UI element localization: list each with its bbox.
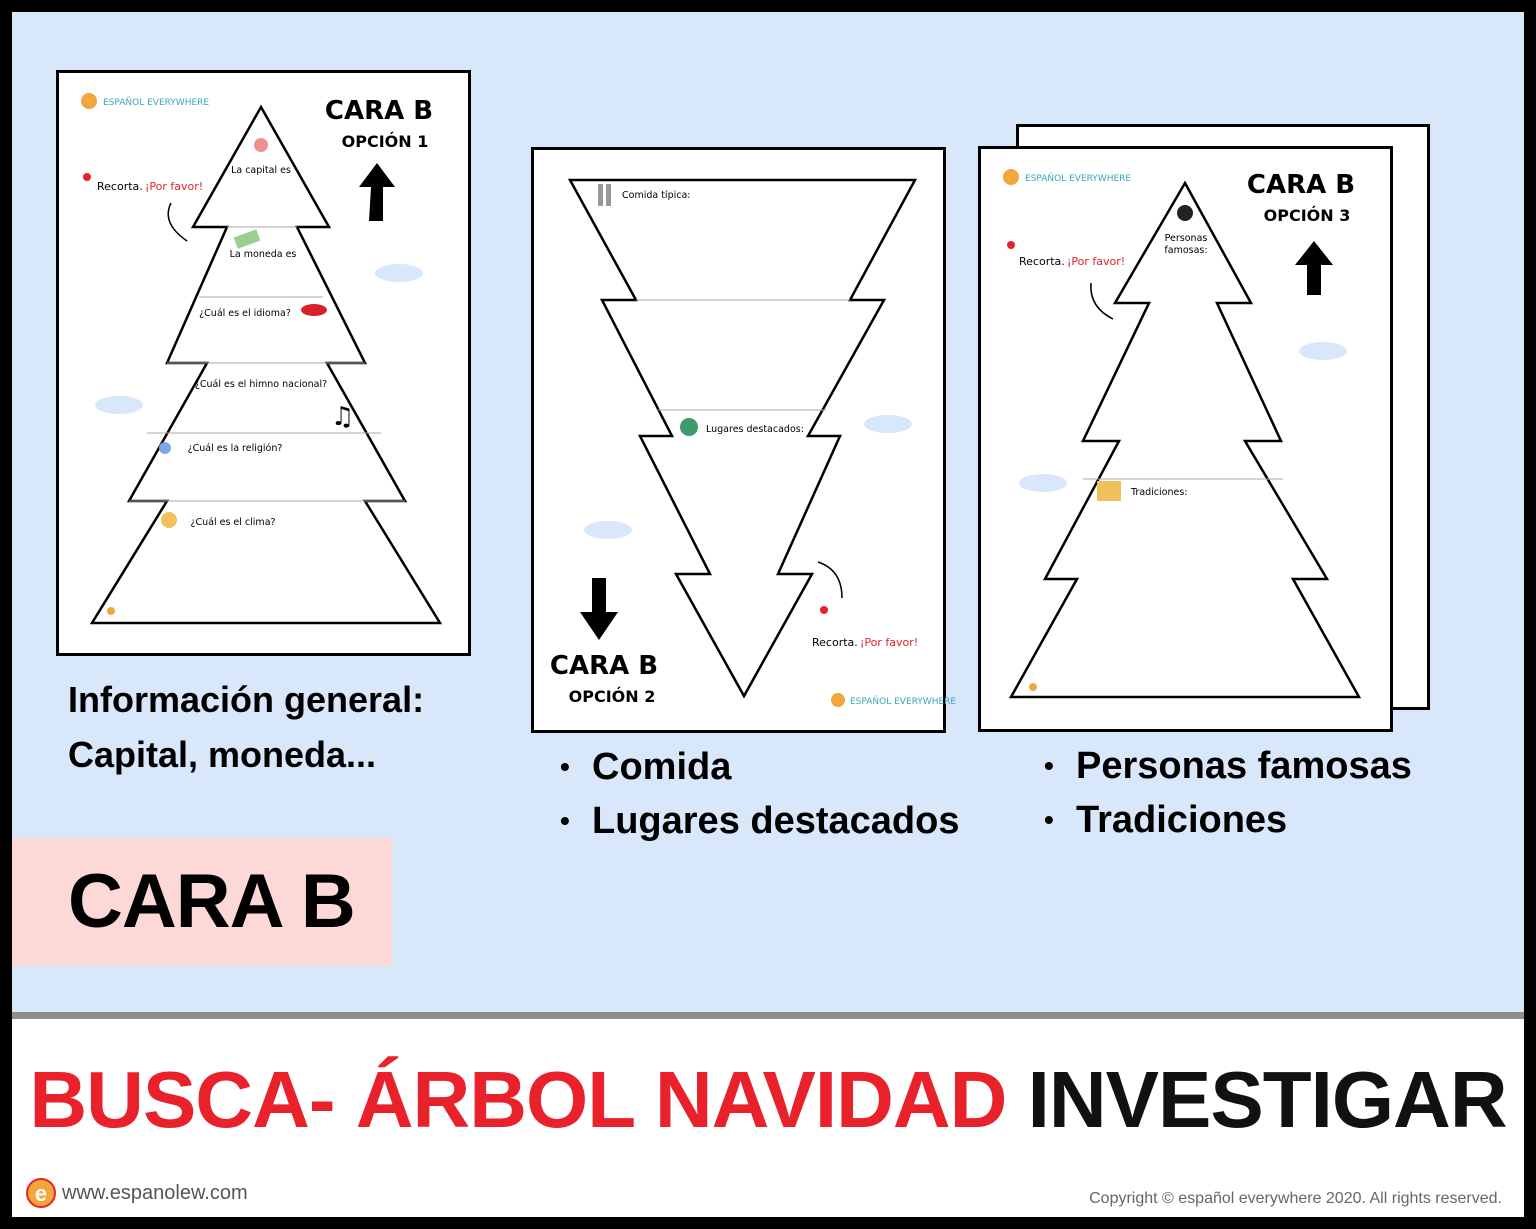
sheet-brand: ESPAÑOL EVERYWHERE bbox=[850, 697, 957, 707]
bullet-item: • Personas famosas bbox=[1044, 739, 1412, 793]
cut-note: Recorta. bbox=[812, 636, 858, 649]
bullet-item: • Comida bbox=[560, 740, 959, 794]
bullet-item: • Lugares destacados bbox=[560, 794, 959, 848]
tree-option-2 bbox=[534, 150, 957, 730]
sheet-option: OPCIÓN 2 bbox=[568, 687, 656, 706]
knife-icon bbox=[606, 184, 611, 206]
famous-person-icon bbox=[1177, 205, 1193, 221]
scissors-icon bbox=[1007, 241, 1015, 249]
worksheet-option-3 bbox=[978, 146, 1393, 732]
music-note-icon: ♫ bbox=[331, 402, 355, 432]
sheet-option: OPCIÓN 1 bbox=[341, 132, 429, 151]
tree-label: Lugares destacados: bbox=[706, 424, 804, 435]
arrow-up-icon bbox=[1295, 241, 1333, 295]
cara-b-badge bbox=[12, 838, 392, 966]
bullet-item: • Tradiciones bbox=[1044, 793, 1412, 847]
title-black: INVESTIGAR bbox=[1027, 1055, 1507, 1144]
cloud-icon bbox=[95, 396, 143, 414]
tree-label: La moneda es bbox=[229, 249, 297, 260]
sheet-heading: CARA B bbox=[1246, 170, 1356, 200]
tree-label: Tradiciones: bbox=[1131, 487, 1188, 498]
tree-label: famosas: bbox=[1164, 245, 1208, 256]
copyright: Copyright © español everywhere 2020. All rights reserved. bbox=[1089, 1190, 1502, 1207]
cut-note: Recorta. bbox=[1019, 255, 1065, 268]
tree-label: ¿Cuál es la religión? bbox=[187, 443, 283, 454]
worksheet-option-1 bbox=[56, 70, 471, 656]
sheet-brand: ESPAÑOL EVERYWHERE bbox=[1025, 174, 1132, 184]
divider bbox=[12, 1012, 1524, 1019]
sheet-heading: CARA B bbox=[549, 651, 659, 681]
fork-icon bbox=[598, 184, 603, 206]
caption-line-1: Información general: bbox=[68, 679, 425, 720]
tree-option-1 bbox=[59, 73, 468, 653]
scissors-icon bbox=[83, 173, 91, 181]
lips-icon bbox=[301, 304, 327, 316]
caption-line-2: Capital, moneda... bbox=[68, 734, 377, 775]
tree-label: La capital es bbox=[231, 165, 291, 176]
preview-area bbox=[12, 12, 1524, 1012]
brand-logo-icon bbox=[1003, 169, 1019, 185]
page-frame bbox=[12, 12, 1524, 1217]
sheet-option: OPCIÓN 3 bbox=[1263, 206, 1351, 225]
cloud-icon bbox=[864, 415, 912, 433]
cloud-icon bbox=[375, 264, 423, 282]
tree-label: ¿Cuál es el idioma? bbox=[199, 308, 291, 319]
cut-please: ¡Por favor! bbox=[860, 636, 919, 649]
website-url: www.espanolew.com bbox=[62, 1181, 248, 1204]
footer-website bbox=[26, 1178, 248, 1208]
sheet-heading: CARA B bbox=[324, 96, 434, 126]
tree-option-3 bbox=[981, 149, 1390, 729]
bullets-option-2 bbox=[560, 740, 959, 848]
tree-label: Personas bbox=[1164, 233, 1208, 244]
arrow-down-icon bbox=[580, 578, 618, 640]
praying-hands-icon bbox=[159, 442, 171, 454]
brand-logo-icon bbox=[831, 693, 845, 707]
scissors-icon bbox=[820, 606, 828, 614]
bullets-option-3 bbox=[1044, 739, 1412, 847]
cloud-icon bbox=[584, 521, 632, 539]
cloud-icon bbox=[1299, 342, 1347, 360]
brand-logo-icon bbox=[81, 93, 97, 109]
calendar-icon bbox=[1097, 481, 1121, 501]
tree-label: Comida típica: bbox=[622, 190, 691, 201]
brand-mark-icon bbox=[107, 607, 115, 615]
sheet-brand: ESPAÑOL EVERYWHERE bbox=[103, 98, 210, 108]
pin-icon bbox=[254, 138, 268, 152]
cut-note: Recorta. bbox=[97, 180, 143, 193]
brand-logo-icon: e bbox=[26, 1178, 56, 1208]
tree-label: ¿Cuál es el himno nacional? bbox=[194, 379, 328, 390]
cut-please: ¡Por favor! bbox=[145, 180, 204, 193]
tree-label: ¿Cuál es el clima? bbox=[190, 517, 276, 528]
weather-icon bbox=[161, 512, 177, 528]
worksheet-option-2 bbox=[531, 147, 957, 733]
cloud-icon bbox=[1019, 474, 1067, 492]
globe-icon bbox=[680, 418, 698, 436]
title-red: BUSCA- ÁRBOL NAVIDAD bbox=[29, 1055, 1007, 1144]
arrow-up-icon bbox=[359, 163, 395, 221]
caption-option-1 bbox=[68, 672, 424, 782]
brand-mark-icon bbox=[1029, 683, 1037, 691]
cut-please: ¡Por favor! bbox=[1067, 255, 1126, 268]
page-title bbox=[12, 1054, 1524, 1146]
cara-b-label: CARA B bbox=[68, 859, 355, 944]
